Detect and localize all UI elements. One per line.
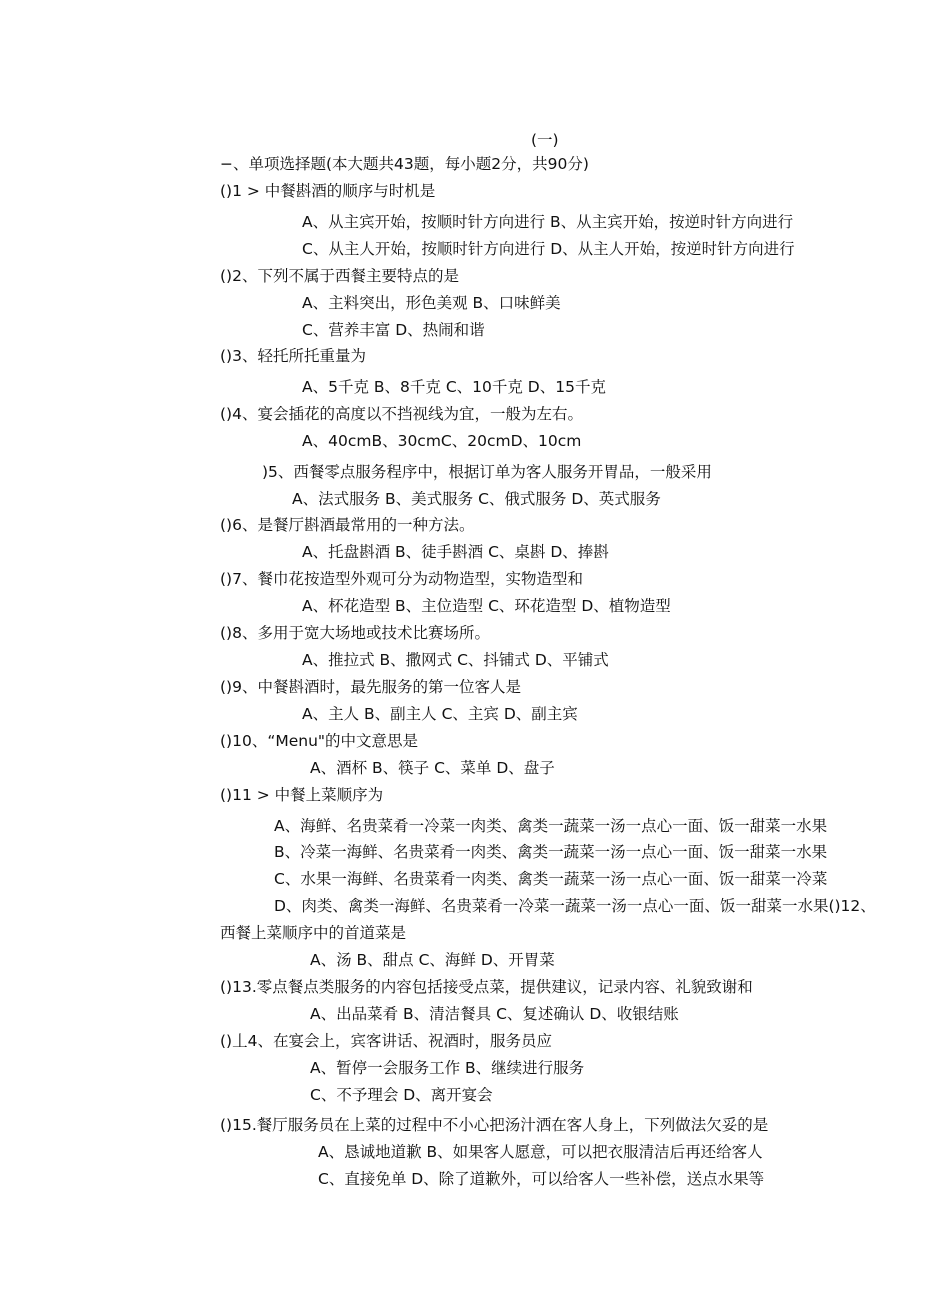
answer-options: A、汤 B、甜点 C、海鲜 D、开胃菜 [310,951,555,969]
answer-options: A、法式服务 B、美式服务 C、俄式服务 D、英式服务 [292,490,661,508]
question-stem: ()13.零点餐点类服务的内容包括接受点菜，提供建议，记录内容、礼貌致谢和 [220,978,753,996]
answer-options: C、从主人开始，按顺时针方向进行 D、从主人开始，按逆时针方向进行 [302,240,795,258]
question-stem: ()11 > 中餐上菜顺序为 [220,786,384,804]
question-stem: ()4、宴会插花的高度以不挡视线为宜，一般为左右。 [220,405,583,423]
question-stem: )5、西餐零点服务程序中，根据订单为客人服务开胃品，一般采用 [262,463,712,481]
answer-options: A、从主宾开始，按顺时针方向进行 B、从主宾开始，按逆时针方向进行 [302,213,794,231]
answer-options: A、海鲜、名贵菜肴一冷菜一肉类、禽类一蔬菜一汤一点心一面、饭一甜菜一水果 [274,817,828,835]
answer-options: C、直接免单 D、除了道歉外，可以给客人一些补偿，送点水果等 [318,1170,765,1188]
answer-options: A、主人 B、副主人 C、主宾 D、副主宾 [302,705,578,723]
answer-options: A、40cmB、30cmC、20cmD、10cm [302,432,582,450]
answer-options: A、推拉式 B、撒网式 C、抖铺式 D、平铺式 [302,651,609,669]
question-stem: ()6、是餐厅斟酒最常用的一种方法。 [220,516,475,534]
question-stem: 西餐上菜顺序中的首道菜是 [220,924,407,942]
page-header: (一) [531,131,559,149]
answer-options: A、5千克 B、8千克 C、10千克 D、15千克 [302,378,606,396]
answer-options: A、托盘斟酒 B、徒手斟酒 C、桌斟 D、捧斟 [302,543,609,561]
question-stem: ()3、轻托所托重量为 [220,347,366,365]
answer-options: A、酒杯 B、筷子 C、菜单 D、盘子 [310,759,555,777]
answer-options: A、出品菜肴 B、清洁餐具 C、复述确认 D、收银结账 [310,1005,679,1023]
answer-options: C、水果一海鲜、名贵菜肴一肉类、禽类一蔬菜一汤一点心一面、饭一甜菜一冷菜 [274,870,828,888]
question-stem: ()丄4、在宴会上，宾客讲话、祝酒时，服务员应 [220,1032,552,1050]
question-stem: ()15.餐厅服务员在上菜的过程中不小心把汤汁洒在客人身上，下列做法欠妥的是 [220,1116,769,1134]
section-title: −、单项选择题(本大题共43题，每小题2分，共90分) [220,155,589,173]
question-stem: ()9、中餐斟酒时，最先服务的第一位客人是 [220,678,521,696]
answer-options: B、冷菜一海鲜、名贵菜肴一肉类、禽类一蔬菜一汤一点心一面、饭一甜菜一水果 [274,843,828,861]
answer-options: C、营养丰富 D、热闹和谐 [302,321,485,339]
question-stem: ()10、“Menu"的中文意思是 [220,732,419,750]
question-stem: ()7、餐巾花按造型外观可分为动物造型，实物造型和 [220,570,583,588]
question-stem: ()8、多用于宽大场地或技术比赛场所。 [220,624,490,642]
answer-options: A、杯花造型 B、主位造型 C、环花造型 D、植物造型 [302,597,671,615]
answer-options: D、肉类、禽类一海鲜、名贵菜肴一冷菜一蔬菜一汤一点心一面、饭一甜菜一水果()12、 [274,897,876,915]
answer-options: A、暂停一会服务工作 B、继续进行服务 [310,1059,585,1077]
answer-options: C、不予理会 D、离开宴会 [310,1086,493,1104]
answer-options: A、恳诚地道歉 B、如果客人愿意，可以把衣服清洁后再还给客人 [318,1143,763,1161]
question-stem: ()1 > 中餐斟酒的顺序与时机是 [220,182,436,200]
answer-options: A、主料突出，形色美观 B、口味鲜美 [302,294,561,312]
question-stem: ()2、下列不属于西餐主要特点的是 [220,267,459,285]
